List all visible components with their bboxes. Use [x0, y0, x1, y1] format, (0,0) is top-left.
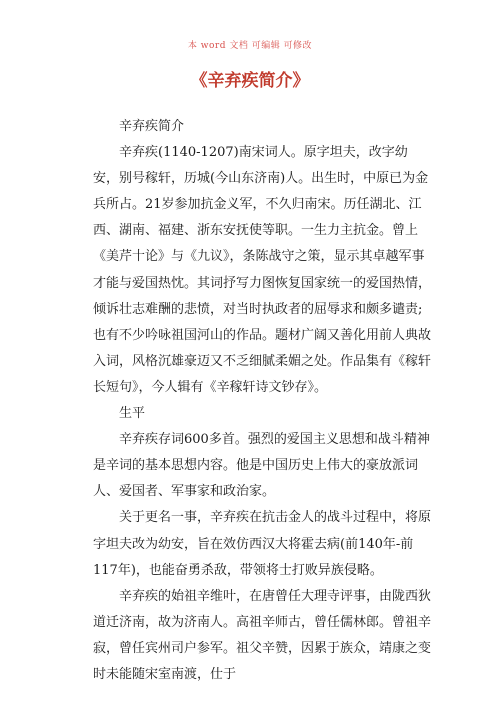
section-heading-life: 生平 — [119, 406, 146, 422]
section-heading-intro: 辛弃疾简介 — [119, 119, 185, 134]
paragraph-works: 辛弃疾存词600多首。强烈的爱国主义思想和战斗精神是辛词的基本思想内容。他是中国历史上伟大的豪放派词人、爱国者、军事家和政治家。 — [93, 432, 430, 500]
paragraph-rename: 关于更名一事，辛弃疾在抗击金人的战斗过程中，将原字坦夫改为幼安，旨在效仿西汉大将霍去病(前140年-前117年)，也能奋勇杀敌，带领将士打败异族侵略。 — [93, 510, 432, 578]
paragraph-ancestry: 辛弃疾的始祖辛维叶，在唐曾任大理寺评事，由陇西狄道迁济南，故为济南人。高祖辛师古，曾任儒林郎。曾祖辛寂，曾任宾州司户参军。祖父辛赞，因累于族众，靖康之变时未能随宋室南渡，仕于 — [93, 588, 432, 682]
paragraph-intro: 辛弃疾(1140-1207)南宋词人。原字坦夫，改字幼安，别号稼轩，历城(今山东济南)人。出生时，中原已为金兵所占。21岁参加抗金义军，不久归南宋。历任湖北、江西、湖南、福建、浙东安抚使等职。一生力主抗金。曾上《美芹十论》与《九议》，条陈战守之策，显示其卓越军事才能与爱国热忱。其词抒写力图恢复国家统一的爱国热情，倾诉壮志难酬的悲愤，对当时执政者的屈辱求和颇多谴责;也有不少吟咏祖国河山的作品。题材广阔又善化用前人典故入词，风格沉雄豪迈又不乏细腻柔媚之处。作品集有《稼轩长短句》，今人辑有《辛稼轩诗文钞存》。 — [93, 145, 432, 395]
document-body — [93, 114, 433, 688]
document-title: 《辛弃疾简介》 — [190, 71, 310, 91]
watermark: 本 word 文档 可编辑 可修改 — [187, 41, 313, 51]
